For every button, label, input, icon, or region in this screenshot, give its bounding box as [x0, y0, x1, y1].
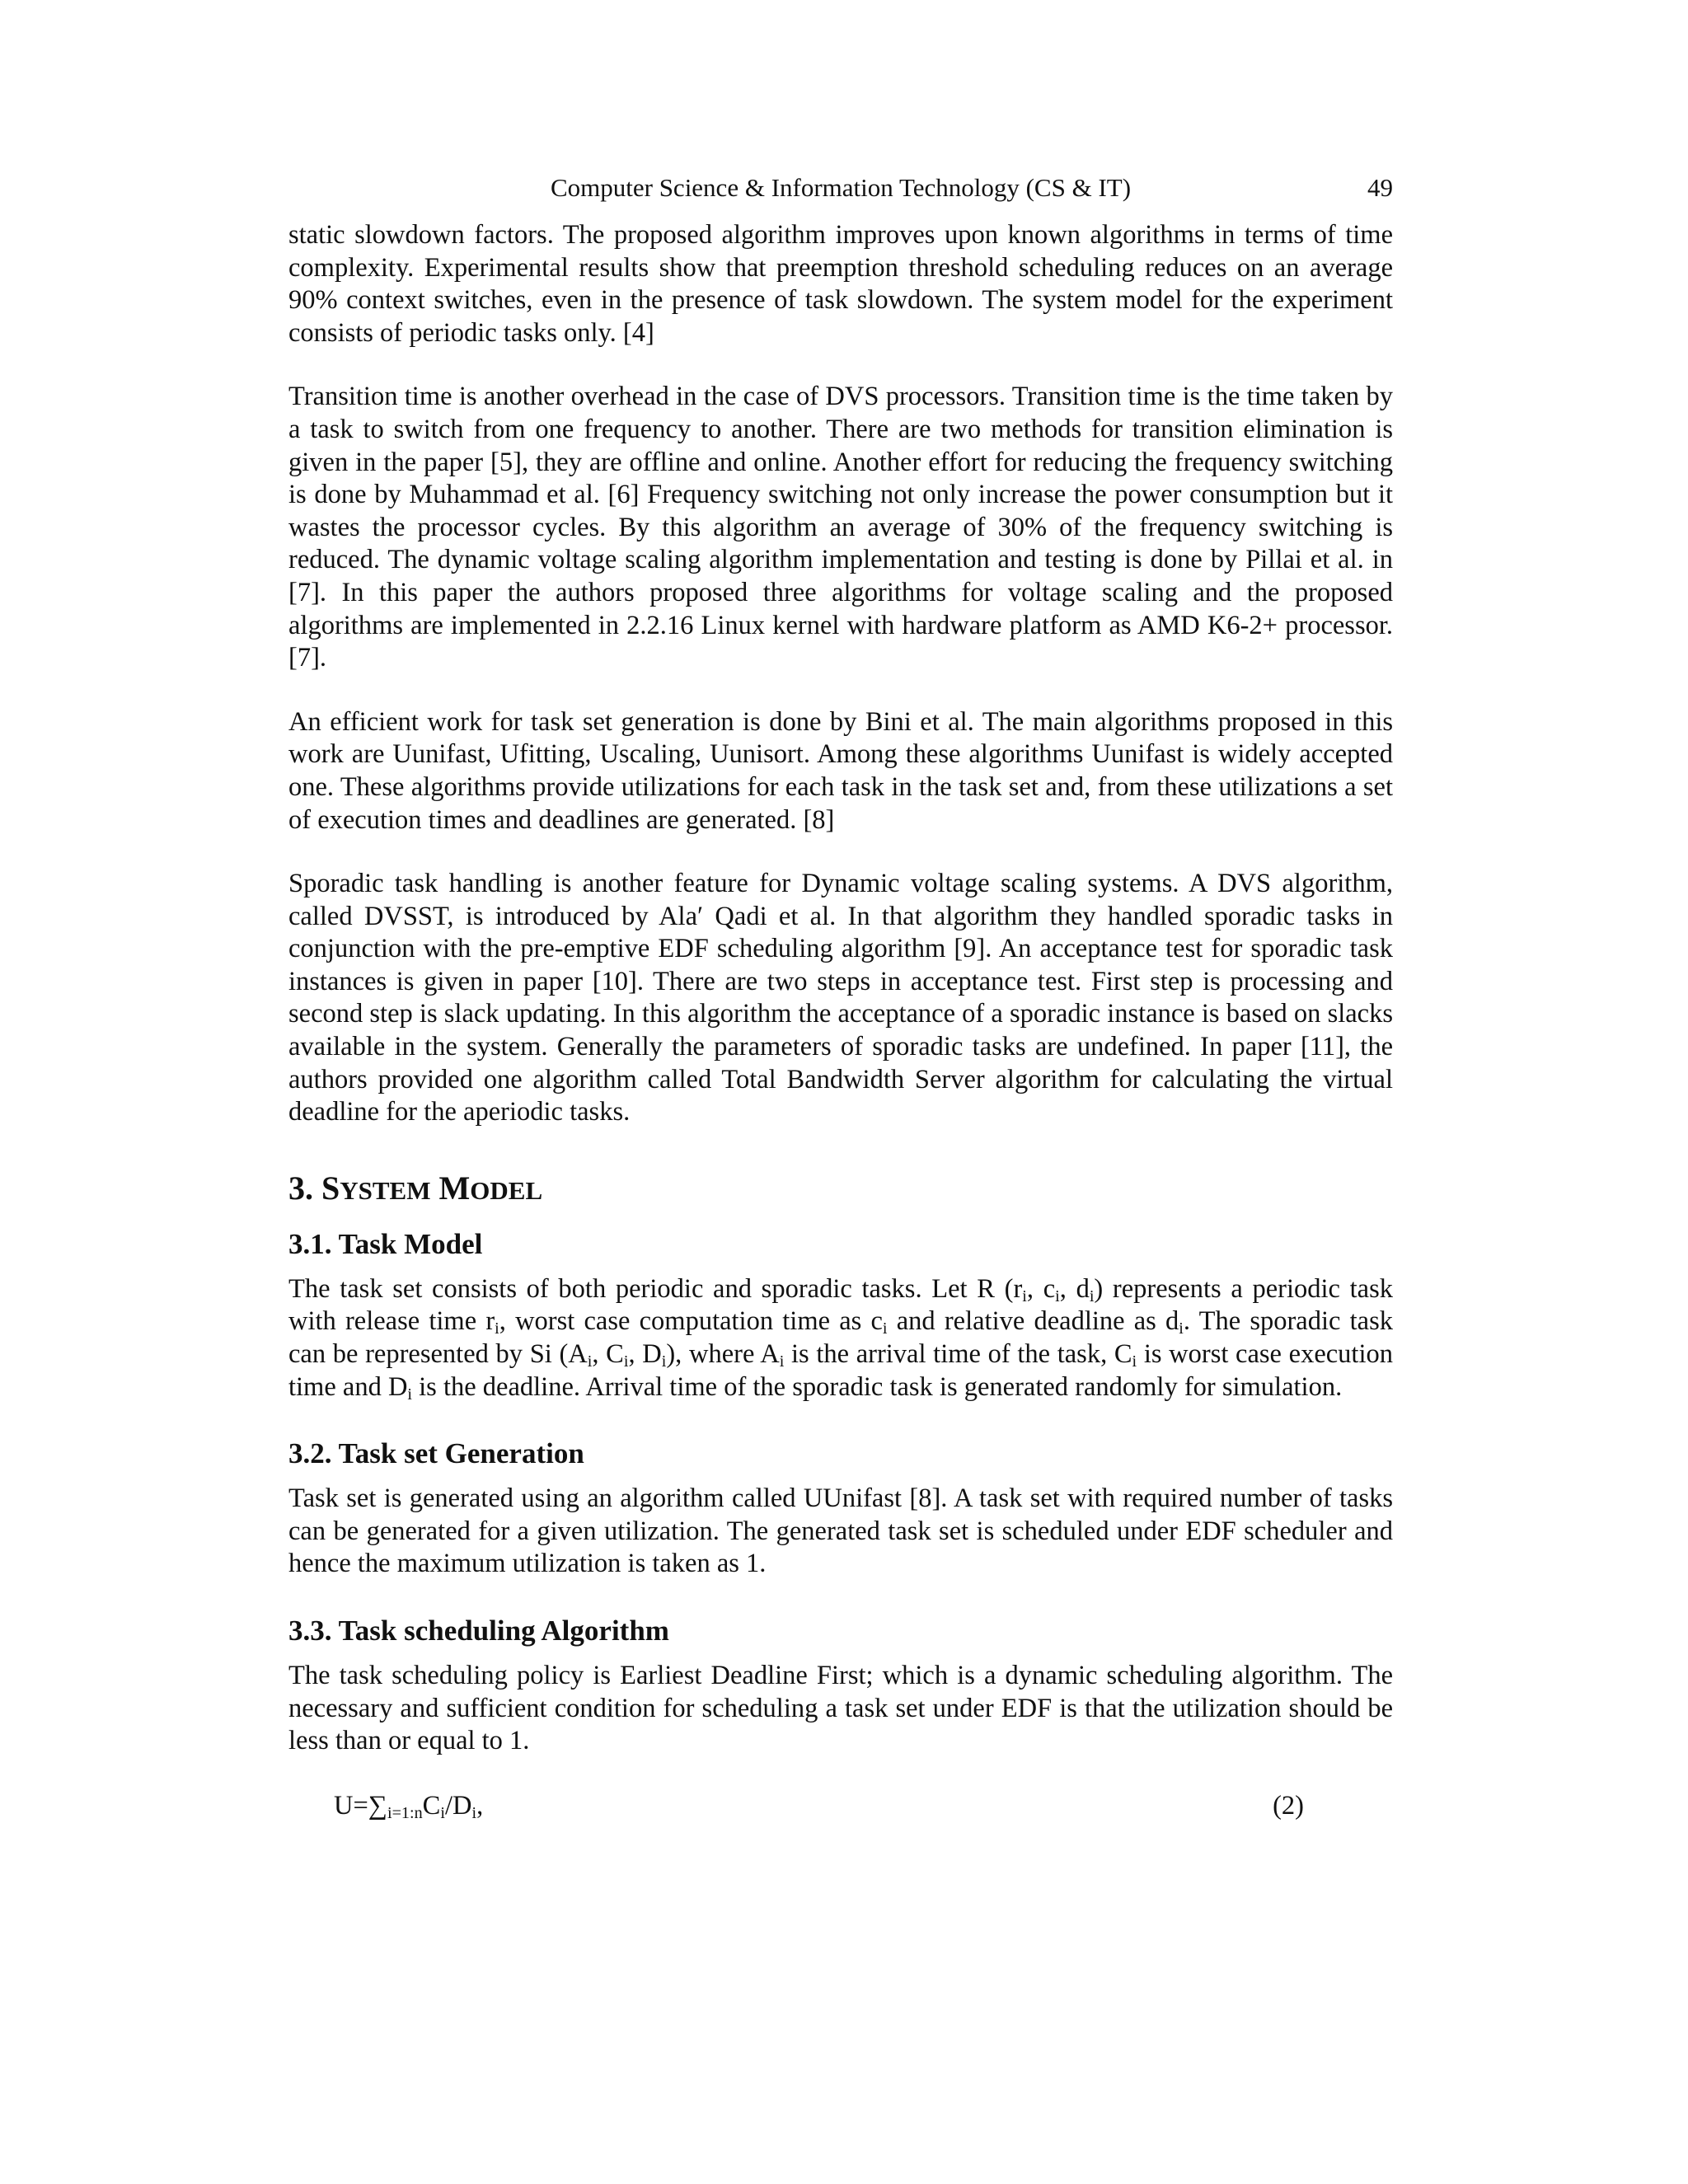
paragraph-transition-time: Transition time is another overhead in the case of DVS processors. Transition time is the time taken by a task to switch from one frequency to another. There are two methods for transition elimination is given in the paper [5], they are offline and online. Another effort for reducing the frequency switching is done by Muhammad et al. [6] Frequency switching not only increase the power consumption but it wastes the processor cycles. By this algorithm an average of 30% of the frequency switching is reduced. The dynamic voltage scaling algorithm implementation and testing is done by Pillai et al. in [7]. In this paper the authors proposed three algorithms for voltage scaling and the proposed algorithms are implemented in 2.2.16 Linux kernel with hardware platform as AMD K6-2+ processor. [7]. [288, 382, 1393, 673]
text-run: ), where A [666, 1339, 780, 1370]
text-run: , C [592, 1339, 624, 1370]
paragraph-uunifast: Task set is generated using an algorithm called UUnifast [8]. A task set with required number of tasks can be generated for a given utilization. The generated task set is scheduled under EDF scheduler and hence the maximum utilization is taken as 1. [288, 1483, 1393, 1579]
text-run: The task set consists of both periodic and sporadic tasks. Let R (r [288, 1273, 1023, 1304]
subscript-i: i [882, 1319, 888, 1338]
eq-lhs: U=∑ [334, 1790, 387, 1821]
subscript-i: i [779, 1352, 785, 1371]
text-run: is the deadline. Arrival time of the sporadic task is generated randomly for simulation. [412, 1371, 1343, 1402]
subsection-heading-task-model: 3.1. Task Model [288, 1227, 483, 1260]
subscript-i: i [1132, 1352, 1137, 1371]
equation-number: (2) [1273, 1790, 1304, 1821]
subscript-i: i [623, 1352, 629, 1371]
subscript-i: i [1022, 1286, 1027, 1305]
eq-c: C [422, 1790, 441, 1821]
text-run: ) represents a periodic task with release time r [288, 1273, 1393, 1337]
text-run: is the arrival time of the task, C [784, 1339, 1132, 1370]
equation-body [334, 1788, 483, 1824]
section-number: 3. [288, 1169, 313, 1207]
text-run: , D [628, 1339, 662, 1370]
subscript-i: i [1089, 1286, 1095, 1305]
paragraph-task-model [288, 1273, 1393, 1404]
sum-range-subscript: i=1:n [387, 1803, 423, 1822]
text-run: . The sporadic task can be represented by Si (A [288, 1306, 1393, 1370]
subscript-i: i [407, 1385, 413, 1404]
text-run: , worst case computation time as c [499, 1306, 883, 1337]
section-title-small-caps-ystem: YSTEM [340, 1175, 431, 1205]
equation-utilization [288, 1788, 1393, 1824]
text-run: is worst case execution time and D [288, 1339, 1393, 1402]
section-heading-system-model [288, 1167, 1393, 1212]
body-text [288, 219, 1393, 1824]
section-title-small-caps-odel: ODEL [470, 1175, 543, 1205]
text-run: , c [1026, 1273, 1056, 1304]
eq-d: /D [444, 1790, 472, 1821]
subscript-i: i [495, 1319, 499, 1338]
section-title-initial-m: M [438, 1169, 471, 1207]
subscript-i: i [1179, 1319, 1184, 1338]
subscript-i: i [587, 1352, 593, 1371]
subsection-heading-task-set-generation: 3.2. Task set Generation [288, 1437, 584, 1470]
subsection-heading-task-scheduling: 3.3. Task scheduling Algorithm [288, 1615, 669, 1647]
text-run: , d [1059, 1273, 1090, 1304]
paragraph-edf-policy: The task scheduling policy is Earliest Deadline First; which is a dynamic scheduling algorithm. The necessary and sufficient condition for scheduling a task set under EDF is that the utilization should be less than or equal to 1. [288, 1661, 1393, 1756]
section-title-initial-s: S [321, 1169, 340, 1207]
running-header [288, 170, 1393, 206]
text-run: and relative deadline as d [887, 1306, 1179, 1337]
eq-comma: , [476, 1790, 484, 1821]
subscript-i: i [1055, 1286, 1060, 1305]
subscript-i: i [471, 1803, 477, 1822]
paragraph-slowdown: static slowdown factors. The proposed algorithm improves upon known algorithms in terms of time complexity. Experimental results show that preemption threshold scheduling reduces on an average 90% context switches, even in the presence of task slowdown. The system model for the experiment consists of periodic tasks only. [4] [288, 220, 1393, 348]
paragraph-task-set-generation: An efficient work for task set generation is done by Bini et al. The main algorithms proposed in this work are Uunifast, Ufitting, Uscaling, Uunisort. Among these algorithms Uunifast is widely accepted one. These algorithms provide utilizations for each task in the task set and, from these utilizations a set of execution times and deadlines are generated. [8] [288, 706, 1393, 835]
subscript-i: i [661, 1352, 667, 1371]
journal-title: Computer Science & Information Technology (CS & IT) [550, 173, 1132, 202]
page-number: 49 [1367, 173, 1393, 202]
paragraph-sporadic-tasks: Sporadic task handling is another feature for Dynamic voltage scaling systems. A DVS algorithm, called DVSST, is introduced by Ala′ Qadi et al. In that algorithm they handled sporadic tasks in conjunction with the pre-emptive EDF scheduling algorithm [9]. An acceptance test for sporadic task instances is given in paper [10]. There are two steps in acceptance test. First step is processing and second step is slack updating. In this algorithm the acceptance of a sporadic instance is based on slacks available in the system. Generally the parameters of sporadic tasks are undefined. In paper [11], the authors provided one algorithm called Total Bandwidth Server algorithm for calculating the virtual deadline for the aperiodic tasks. [288, 869, 1393, 1127]
subscript-i: i [440, 1803, 445, 1822]
